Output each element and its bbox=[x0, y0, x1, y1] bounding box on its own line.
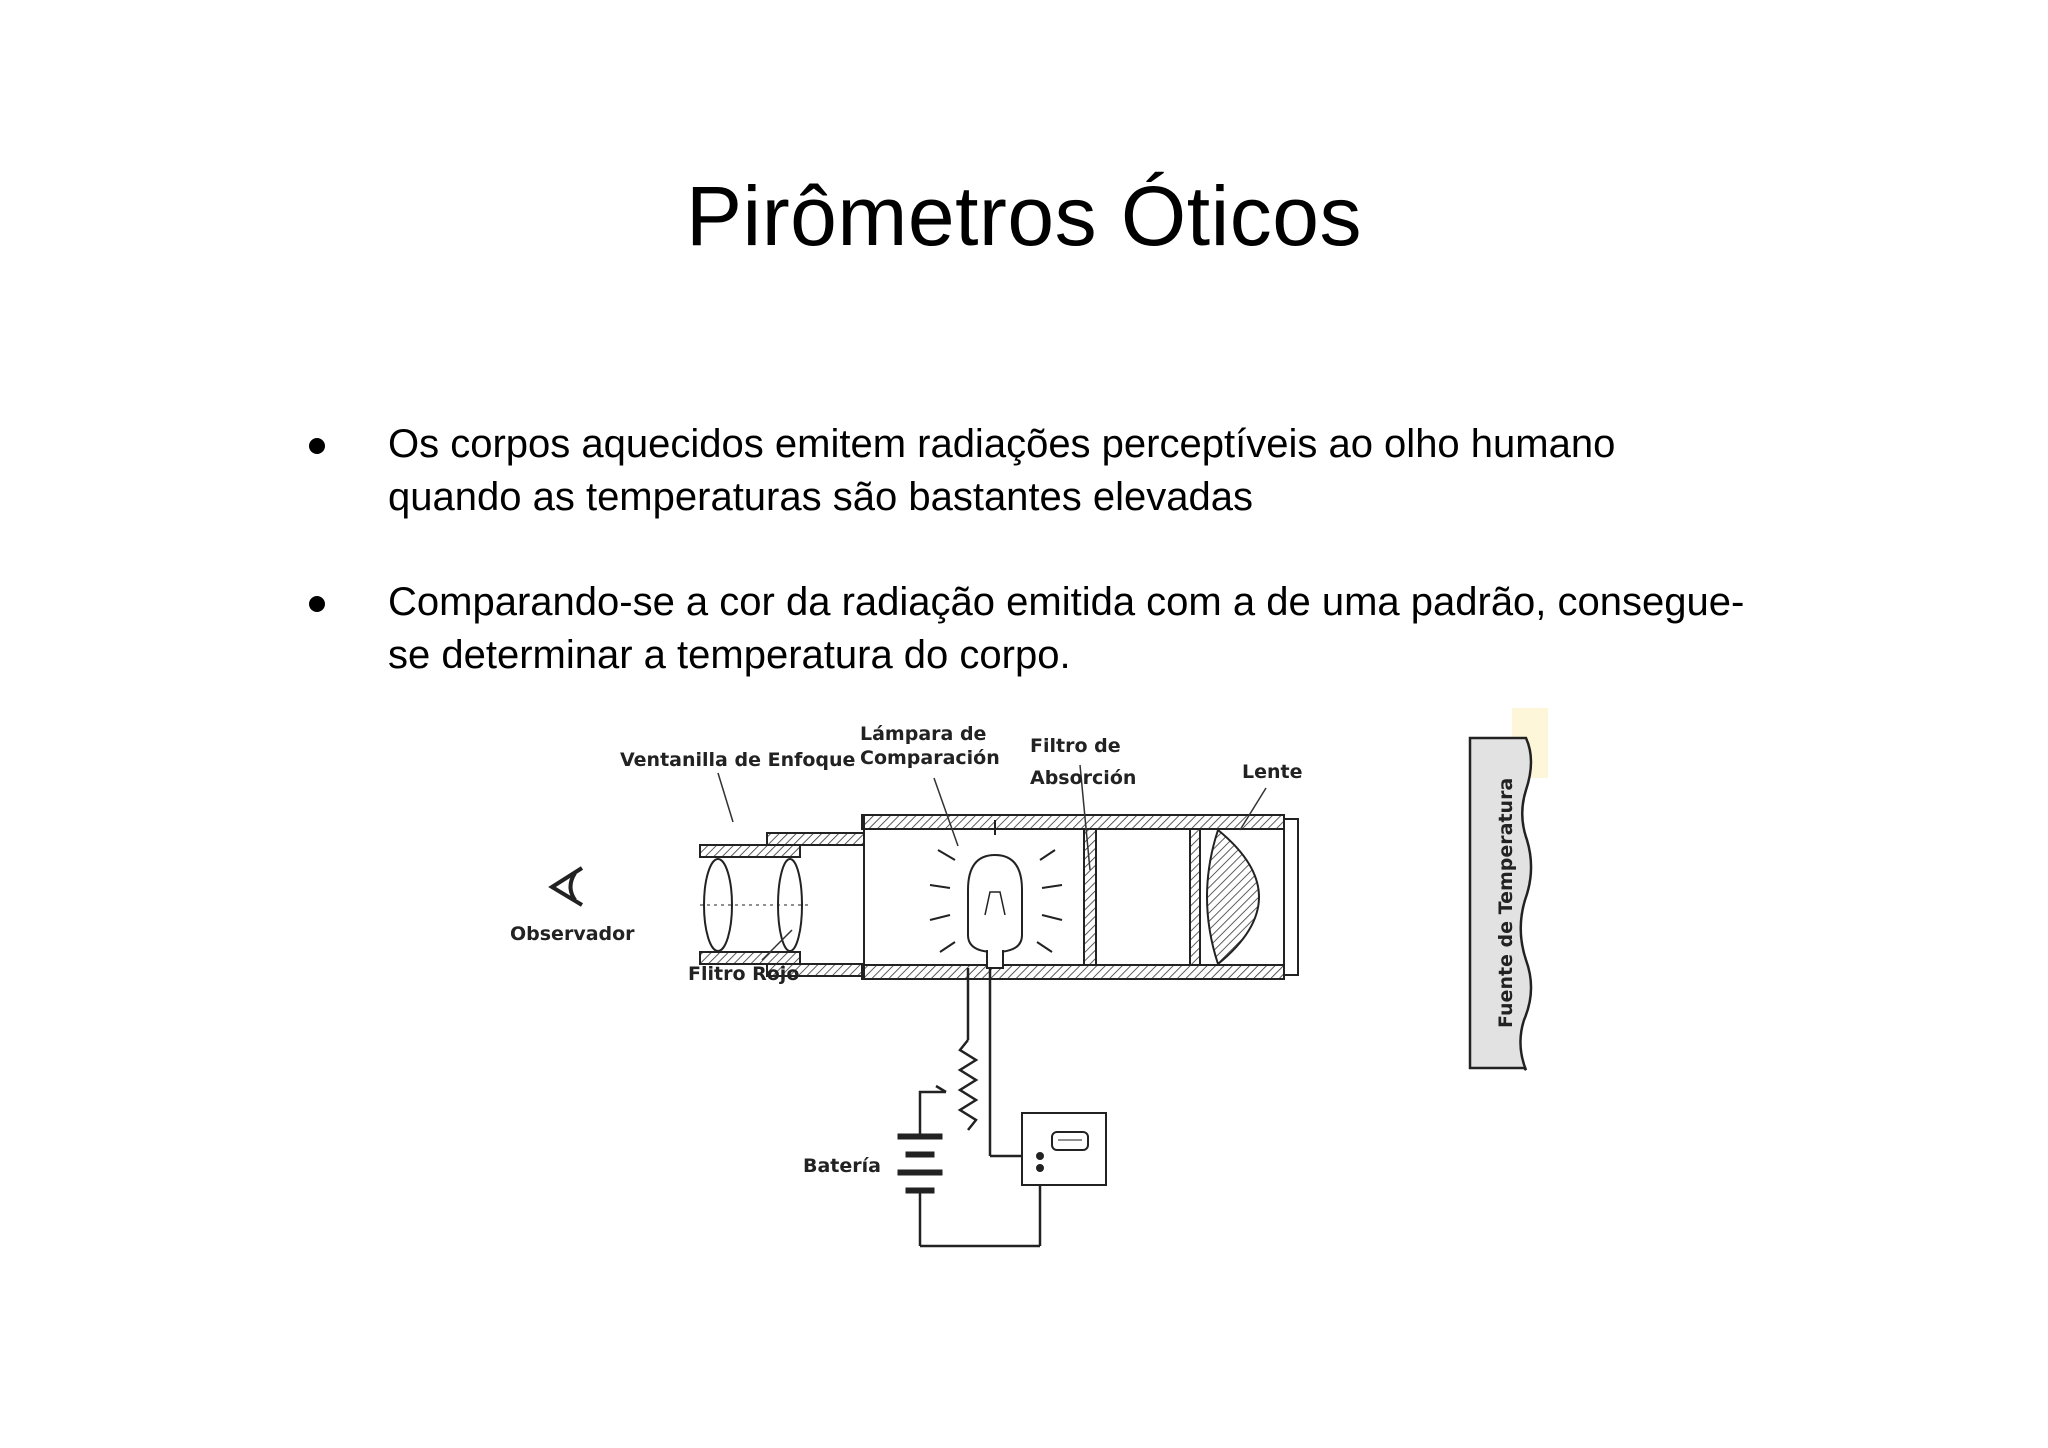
meter-icon bbox=[1022, 1113, 1106, 1185]
slide-title: Pirômetros Óticos bbox=[686, 169, 1362, 263]
objective-lens bbox=[1207, 830, 1259, 964]
circuit-wires bbox=[920, 968, 1040, 1246]
label-filtro-absorcion-line2: Absorción bbox=[1030, 767, 1137, 789]
eyepiece-lens bbox=[700, 859, 810, 951]
comparison-lamp bbox=[930, 820, 1062, 968]
bullet-text-line: quando as temperaturas são bastantes elevadas bbox=[388, 475, 1254, 519]
observer-eye-icon bbox=[552, 868, 582, 905]
label-lampara-line1: Lámpara de bbox=[860, 723, 987, 745]
label-bateria: Batería bbox=[803, 1155, 881, 1177]
battery-icon bbox=[898, 1134, 942, 1200]
label-observador: Observador bbox=[510, 923, 635, 945]
label-lente: Lente bbox=[1242, 761, 1303, 783]
bullet-text-line: Comparando-se a cor da radiação emitida com a de uma padrão, consegue- bbox=[388, 580, 1745, 624]
label-ventanilla-de-enfoque: Ventanilla de Enfoque bbox=[620, 749, 856, 771]
label-filtro-rojo: Flitro Rojo bbox=[688, 963, 800, 985]
bullet-text-line: Os corpos aquecidos emitem radiações perceptíveis ao olho humano bbox=[388, 422, 1616, 466]
bullet-text-line: se determinar a temperatura do corpo. bbox=[388, 633, 1071, 677]
label-filtro-absorcion-line1: Filtro de bbox=[1030, 735, 1121, 757]
label-lampara-line2: Comparación bbox=[860, 747, 1000, 769]
label-fuente-de-temperatura: Fuente de Temperatura bbox=[1495, 777, 1517, 1028]
